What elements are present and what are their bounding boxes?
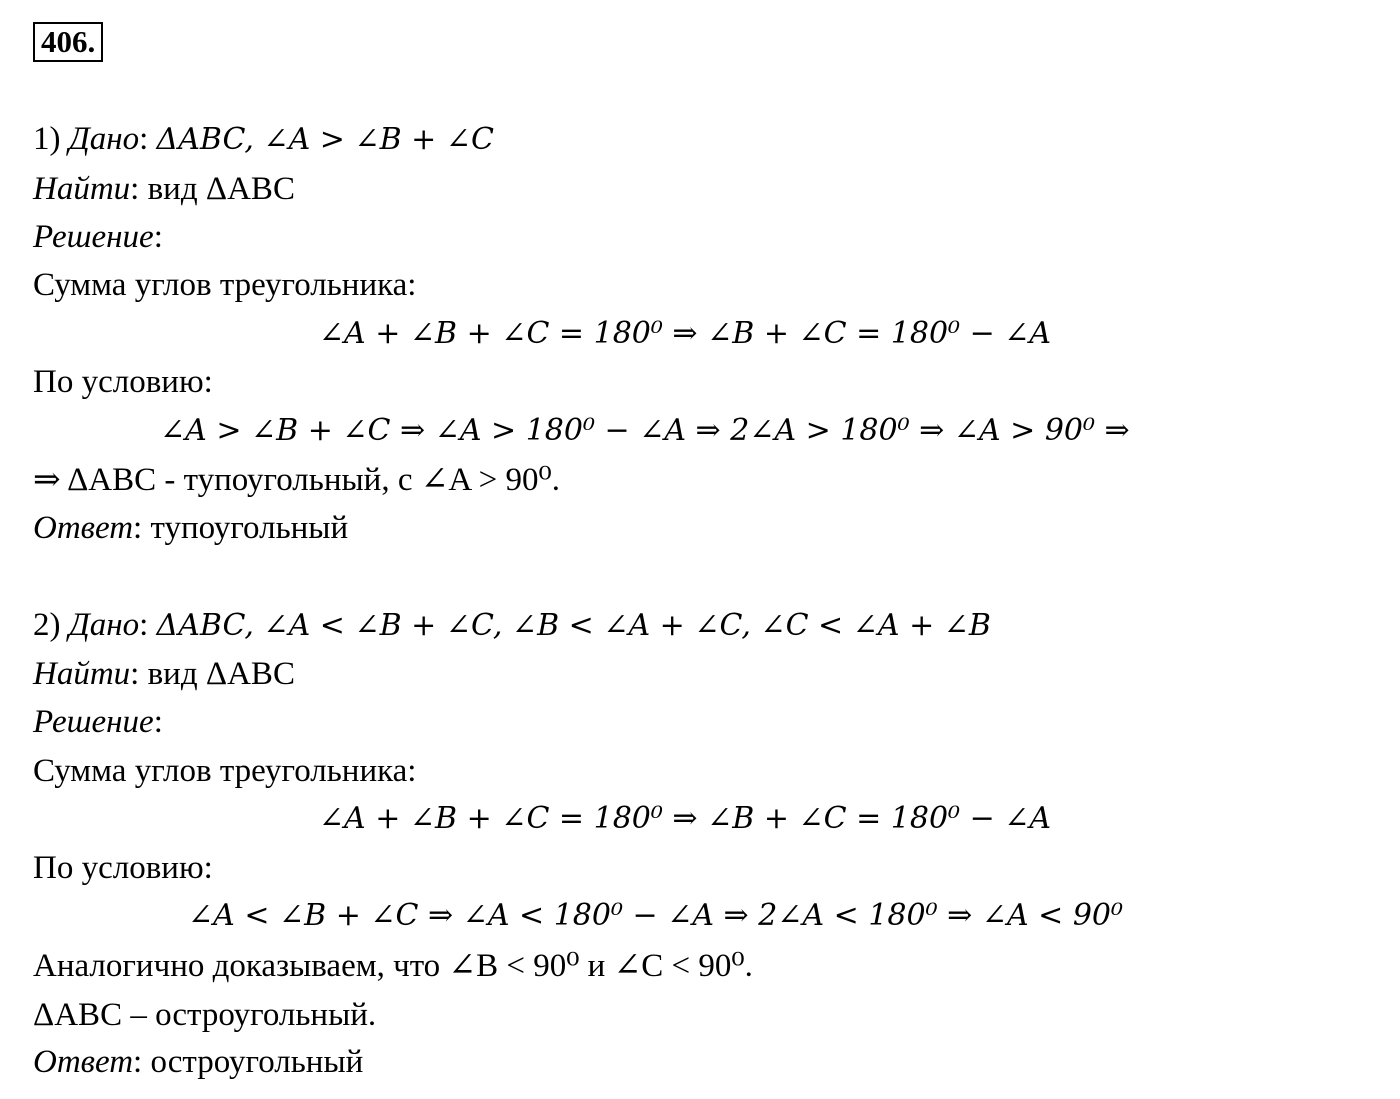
part2-conclusion: ΔABC – остроугольный. xyxy=(33,997,377,1033)
part2-analogous: Аналогично доказываем, что ∠B < 90⁰ и ∠C < 90⁰. xyxy=(33,948,753,984)
part1-conclusion: ⇒ ΔABC - тупоугольный, с ∠A > 90⁰. xyxy=(33,462,560,498)
part1-find-value: вид ΔABC xyxy=(139,171,295,207)
part2-answer: Ответ: остроугольный xyxy=(33,1044,364,1080)
part2-find: Найти: вид ΔABC xyxy=(33,656,295,692)
part1-condition-text: По условию: xyxy=(33,364,213,400)
part2-prefix: 2) xyxy=(33,607,69,643)
part1-find-label: Найти xyxy=(33,171,131,207)
part2-answer-label: Ответ xyxy=(33,1044,134,1080)
part2-angle-sum-formula: ∠A + ∠B + ∠C = 180⁰ ⇒ ∠B + ∠C = 180⁰ − ∠A xyxy=(318,801,1052,836)
problem-number: 406. xyxy=(33,22,103,62)
part1-answer-label: Ответ xyxy=(33,510,134,546)
part1-prefix: 1) xyxy=(33,121,69,157)
part2-condition-formula: ∠A < ∠B + ∠C ⇒ ∠A < 180⁰ − ∠A ⇒ 2∠A < 180⁰ ⇒ ∠A < 90⁰ xyxy=(188,898,1124,933)
part2-given-value: ΔABC, ∠A < ∠B + ∠C, ∠B < ∠A + ∠C, ∠C < ∠A + ∠B xyxy=(156,608,991,643)
part1-solution-label: Решение xyxy=(33,219,154,255)
part1-answer-value: тупоугольный xyxy=(142,510,349,546)
part2-given-label: Дано xyxy=(68,607,140,643)
part1-angle-sum-formula: ∠A + ∠B + ∠C = 180⁰ ⇒ ∠B + ∠C = 180⁰ − ∠A xyxy=(318,316,1052,351)
part2-solution-label: Решение xyxy=(33,704,154,740)
part1-given-value: ΔABC, ∠A > ∠B + ∠C xyxy=(156,122,494,157)
part1-given-label: Дано xyxy=(68,121,140,157)
part1-answer: Ответ: тупоугольный xyxy=(33,510,349,546)
part2-find-value: вид ΔABC xyxy=(139,656,295,692)
part2-angle-sum-text: Сумма углов треугольника: xyxy=(33,753,417,789)
part1-angle-sum-text: Сумма углов треугольника: xyxy=(33,267,417,303)
part1-solution: Решение: xyxy=(33,219,163,255)
part1-condition-formula: ∠A > ∠B + ∠C ⇒ ∠A > 180⁰ − ∠A ⇒ 2∠A > 180⁰ ⇒ ∠A > 90⁰ ⇒ xyxy=(160,413,1130,448)
part2-find-label: Найти xyxy=(33,656,131,692)
part2-given: 2) Дано: ΔABC, ∠A < ∠B + ∠C, ∠B < ∠A + ∠C, ∠C < ∠A + ∠B xyxy=(33,607,991,643)
part2-answer-value: остроугольный xyxy=(142,1044,364,1080)
part1-given: 1) Дано: ΔABC, ∠A > ∠B + ∠C xyxy=(33,121,494,157)
part2-solution: Решение: xyxy=(33,704,163,740)
part2-condition-text: По условию: xyxy=(33,850,213,886)
part1-find: Найти: вид ΔABC xyxy=(33,171,295,207)
